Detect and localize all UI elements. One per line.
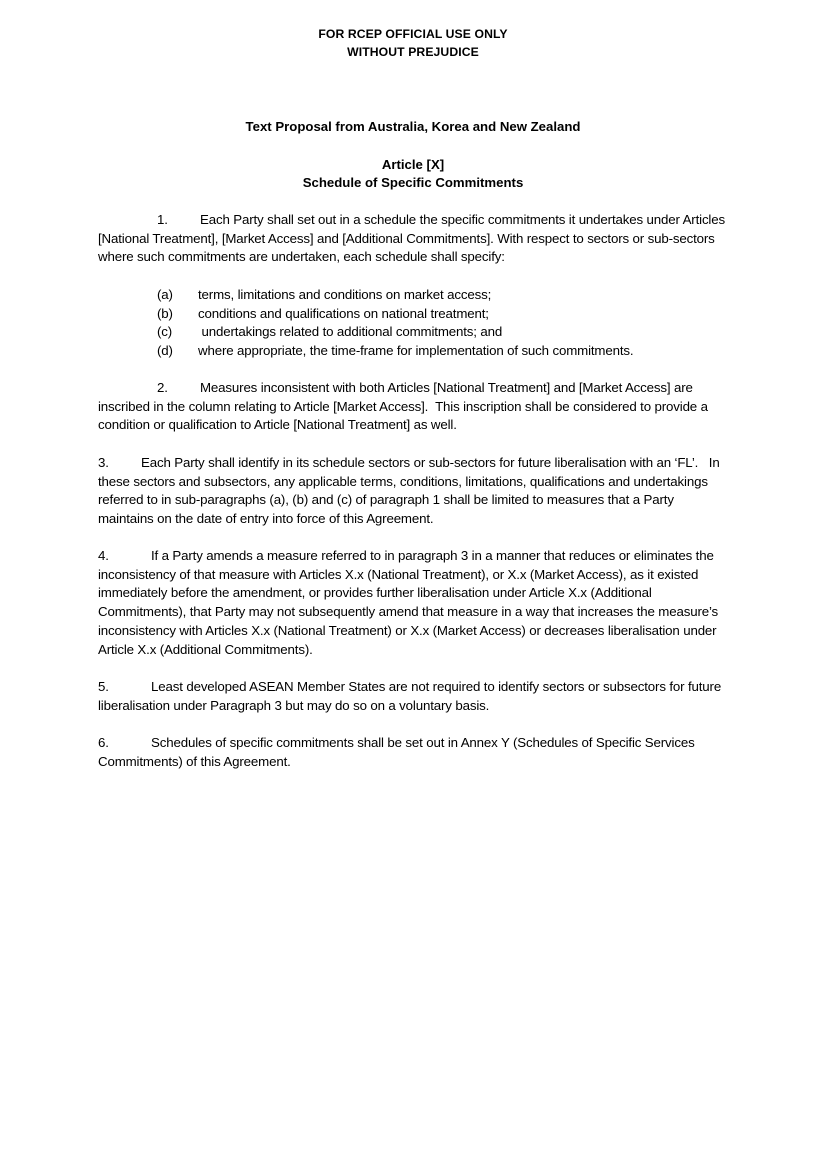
paragraph-text: Least developed ASEAN Member States are not required to identify sectors or subsectors for future liberalisation under Paragraph 3 but may do so on a voluntary basis. [98, 679, 722, 713]
paragraph-text: Each Party shall identify in its schedule sectors or sub-sectors for future liberalisation with an ‘FL’. In these sectors and subsectors, any applicable terms, conditions, limitations, qualifications and undertakings referred to in sub-paragraphs (a), (b) and (c) of paragraph 1 shall be limited to measures that a Party maintains on the date of entry into force of this Agreement. [98, 455, 724, 527]
sub-item-label: (c) [157, 324, 173, 340]
sub-item-text: terms, limitations and conditions on market access; [198, 287, 492, 302]
paragraph-text: If a Party amends a measure referred to in paragraph 3 in a manner that reduces or eliminates the inconsistency of that measure with Articles X.x (National Treatment), or X.x (Market Access), as it existed immediately before the amendment, or provides further liberalisation under Article X.x (Additional Commitments), that Party may not subsequently amend that measure in a way that increases the measure’s inconsistency with Articles X.x (National Treatment) or X.x (Market Access) or decreases liberalisation under Article X.x (Additional Commitments). [98, 548, 719, 657]
sub-item-text: where appropriate, the time-frame for implementation of such commitments. [198, 343, 634, 359]
document-title: Text Proposal from Australia, Korea and New Zealand [245, 119, 581, 134]
sub-item-text: undertakings related to additional commitments; and [198, 324, 503, 340]
paragraph-text: Measures inconsistent with both Articles [National Treatment] and [Market Access] are inscribed in the column relating to Article [Market Access]. This inscription shall be considered to provide a condition or qualification to Article [National Treatment] as well. [98, 380, 712, 433]
sub-item-label: (d) [157, 343, 173, 359]
paragraph-5 [98, 678, 730, 715]
paragraph-6 [98, 734, 730, 771]
sub-item-label: (a) [157, 287, 173, 302]
paragraph-text: Schedules of specific commitments shall be set out in Annex Y (Schedules of Specific Services Commitments) of this Agreement. [98, 735, 695, 769]
paragraph-1 [98, 211, 730, 267]
article-number: Article [X] [381, 157, 445, 172]
sub-item-list [157, 286, 633, 361]
paragraph-number: 3. [98, 455, 109, 470]
classification-line-1: FOR RCEP OFFICIAL USE ONLY [318, 27, 508, 41]
sub-item [157, 342, 633, 361]
sub-item-label: (b) [157, 305, 173, 321]
sub-item [157, 323, 633, 342]
article-heading: Schedule of Specific Commitments [302, 175, 524, 190]
sub-item-text: conditions and qualifications on national treatment; [198, 305, 489, 321]
paragraph-2 [98, 379, 730, 435]
paragraph-number: 5. [98, 679, 109, 694]
classification-line-2: WITHOUT PREJUDICE [347, 45, 479, 59]
sub-item [157, 305, 633, 324]
paragraph-number: 4. [98, 548, 109, 563]
paragraph-number: 1. [157, 212, 168, 227]
paragraph-3 [98, 454, 730, 529]
paragraph-text: Each Party shall set out in a schedule the specific commitments it undertakes under Articles [National Treatment], [Market Access] and [Additional Commitments]. With respect to sectors or sub-sectors where such commitments are undertaken, each schedule shall specify: [98, 212, 725, 265]
paragraph-4 [98, 547, 730, 659]
paragraph-number: 2. [157, 380, 168, 395]
sub-item [157, 286, 633, 305]
paragraph-number: 6. [98, 735, 109, 750]
